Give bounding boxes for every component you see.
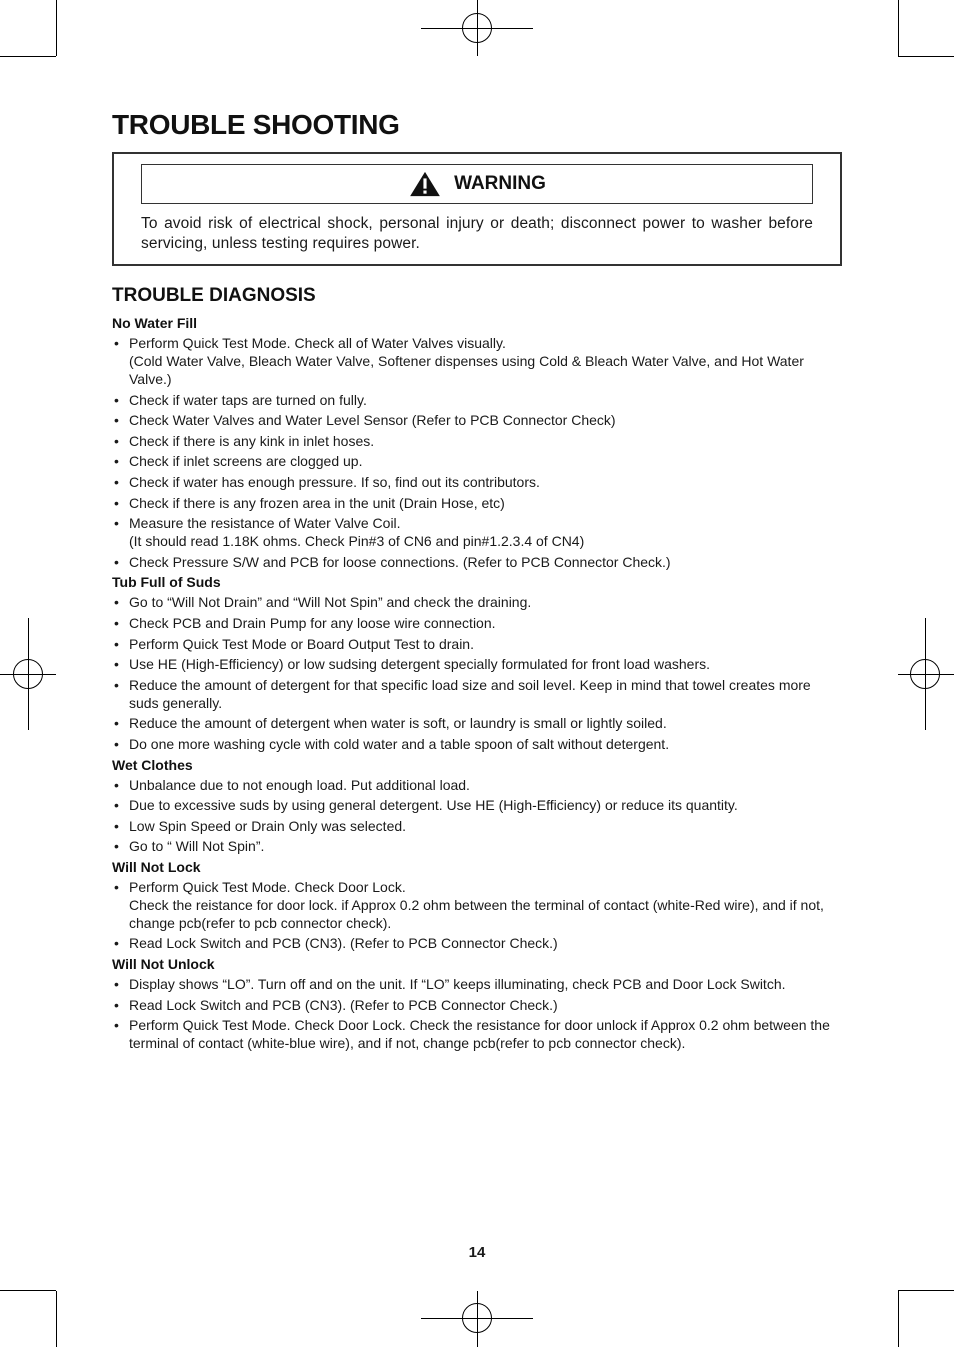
list-item [112,635,842,653]
list-item-text: Low Spin Speed or Drain Only was selected. [129,817,407,834]
section-title: Tub Full of Suds [112,574,221,591]
bullet-list [112,975,842,1052]
warning-header [141,164,813,204]
list-item-text: Do one more washing cycle with cold water and a table spoon of salt without detergent. [129,735,670,752]
bullet-list [112,334,842,571]
section-title: Wet Clothes [112,756,193,773]
list-item-subtext: (It should read 1.18K ohms. Check Pin#3 of CN6 and pin#1.2.3.4 of CN4) [129,533,585,550]
bullet-list [112,593,842,753]
warning-text: To avoid risk of electrical shock, personal injury or death; disconnect power to washer before servicing, unless testing requires power. [141,215,813,252]
bullet-icon: • [114,553,119,570]
list-item [112,514,842,550]
registration-circle [910,659,940,689]
list-item-text: Read Lock Switch and PCB (CN3). (Refer to PCB Connector Check.) [129,996,558,1013]
registration-circle [13,659,43,689]
crop-mark [56,1291,57,1347]
list-item [112,391,842,409]
bullet-icon: • [114,976,119,993]
list-item-subtext: (Cold Water Valve, Bleach Water Valve, Softener dispenses using Cold & Bleach Water Valve, and Hot Water Valve.) [129,353,804,387]
bullet-icon: • [114,996,119,1013]
bullet-list [112,878,842,953]
crop-mark [56,0,57,56]
list-item-text: Go to “Will Not Drain” and “Will Not Spin” and check the draining. [129,594,532,611]
bullet-icon: • [114,715,119,732]
crop-mark [0,1290,56,1291]
list-item-text: Perform Quick Test Mode or Board Output Test to drain. [129,635,474,652]
list-item-text: Check Pressure S/W and PCB for loose connections. (Refer to PCB Connector Check.) [129,553,671,570]
list-item-text: Check Water Valves and Water Level Sensor (Refer to PCB Connector Check) [129,412,616,429]
list-item [112,334,842,388]
list-item [112,996,842,1014]
list-item-text: Check PCB and Drain Pump for any loose wire connection. [129,614,496,631]
bullet-icon: • [114,735,119,752]
list-item [112,934,842,952]
list-item [112,553,842,571]
list-item [112,432,842,450]
list-item-text: Unbalance due to not enough load. Put additional load. [129,776,470,793]
list-item [112,411,842,429]
list-item-text: Check if water has enough pressure. If so, find out its contributors. [129,473,540,490]
list-item [112,473,842,491]
bullet-icon: • [114,515,119,532]
bullet-icon: • [114,797,119,814]
list-item-text: Use HE (High-Efficiency) or low sudsing detergent specially formulated for front load washers. [129,656,710,673]
list-item [112,837,842,855]
warning-title: WARNING [454,173,546,194]
bullet-icon: • [114,1017,119,1034]
crop-mark [0,56,56,57]
list-item-text: Due to excessive suds by using general detergent. Use HE (High-Efficiency) or reduce its quantity. [129,797,738,814]
crop-mark [898,1290,954,1291]
list-item [112,593,842,611]
list-item [112,776,842,794]
list-item-subtext: Check the reistance for door lock. if Approx 0.2 ohm between the terminal of contact (white-Red wire), and if not, change pcb(refer to pcb connector check). [129,896,824,931]
bullet-icon: • [114,412,119,429]
bullet-icon: • [114,432,119,449]
warning-box [112,152,842,266]
bullet-icon: • [114,594,119,611]
bullet-icon: • [114,453,119,470]
list-item [112,494,842,512]
bullet-icon: • [114,656,119,673]
list-item [112,714,842,732]
crop-mark [898,1291,899,1347]
bullet-icon: • [114,776,119,793]
list-item-text: Check if water taps are turned on fully. [129,391,367,408]
list-item-text: Perform Quick Test Mode. Check all of Water Valves visually. [129,335,506,351]
list-item [112,817,842,835]
bullet-icon: • [114,391,119,408]
list-item [112,878,842,932]
bullet-icon: • [114,817,119,834]
section-title: Will Not Lock [112,858,201,875]
list-item-text: Reduce the amount of detergent for that specific load size and soil level. Keep in mind that towel creates more suds generally. [129,676,811,711]
list-item [112,655,842,673]
bullet-icon: • [114,635,119,652]
warning-triangle-icon [408,171,442,197]
list-item-text: Perform Quick Test Mode. Check Door Lock. Check the resistance for door unlock if Approx 0.2 ohm between the terminal of contact (white-blue wire), and if not, change pcb(refer to pcb connector check). [129,1017,830,1052]
list-item-text: Check if there is any kink in inlet hoses. [129,432,375,449]
list-item [112,452,842,470]
list-item [112,1016,842,1052]
bullet-icon: • [114,935,119,952]
list-item-text: Check if inlet screens are clogged up. [129,453,363,470]
section-title: Will Not Unlock [112,956,215,973]
diagnosis-title: TROUBLE DIAGNOSIS [112,285,316,306]
list-item [112,975,842,993]
list-item [112,796,842,814]
crop-mark [898,56,954,57]
registration-circle [462,1303,492,1333]
page-title: TROUBLE SHOOTING [112,109,400,140]
bullet-icon: • [114,494,119,511]
bullet-icon: • [114,676,119,693]
crop-mark [898,0,899,56]
bullet-icon: • [114,473,119,490]
bullet-icon: • [114,838,119,855]
list-item-text: Reduce the amount of detergent when water is soft, or laundry is small or lightly soiled. [129,715,667,732]
page-number: 14 [468,1244,486,1261]
diagnosis-sections [112,314,842,1052]
list-item-text: Check if there is any frozen area in the unit (Drain Hose, etc) [129,494,505,511]
bullet-icon: • [114,878,119,895]
list-item-text: Go to “ Will Not Spin”. [129,838,265,855]
page-content [112,108,842,1055]
bullet-icon: • [114,335,119,351]
list-item-text: Read Lock Switch and PCB (CN3). (Refer to PCB Connector Check.) [129,935,558,952]
list-item [112,676,842,712]
list-item-text: Display shows “LO”. Turn off and on the unit. If “LO” keeps illuminating, check PCB and Door Lock Switch. [129,976,786,993]
list-item-text: Measure the resistance of Water Valve Coil. [129,515,401,532]
bullet-list [112,776,842,856]
section-title: No Water Fill [112,315,198,331]
list-item [112,614,842,632]
bullet-icon: • [114,614,119,631]
list-item-text: Perform Quick Test Mode. Check Door Lock. [129,878,406,895]
list-item [112,735,842,753]
registration-circle [462,13,492,43]
